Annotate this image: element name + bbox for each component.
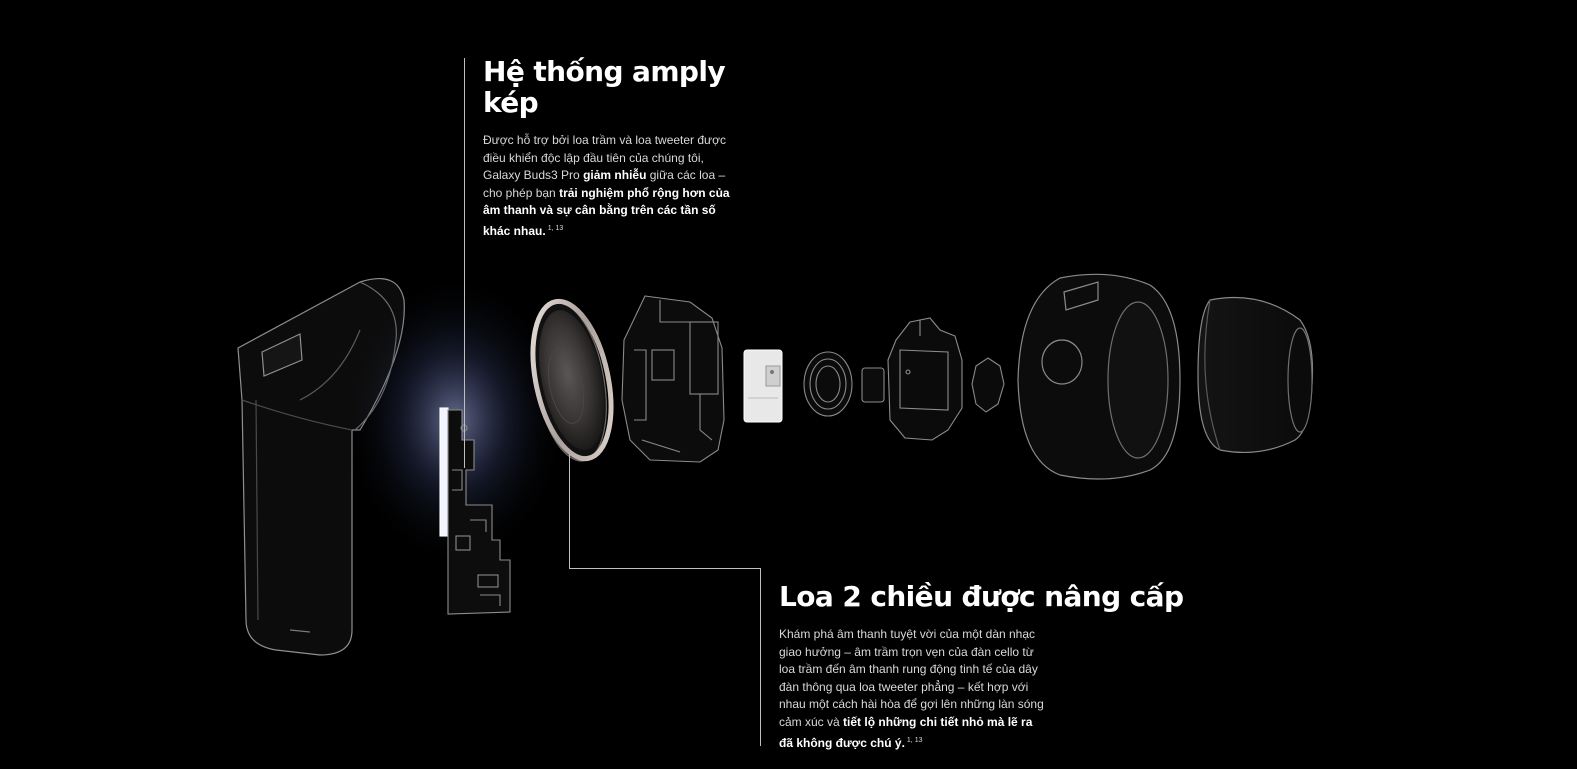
leader-line bbox=[760, 568, 761, 746]
two-way-speaker-heading: Loa 2 chiều được nâng cấp bbox=[779, 580, 1184, 613]
small-chip bbox=[862, 368, 884, 402]
two-way-speaker-section bbox=[779, 580, 1184, 752]
mesh-filter bbox=[972, 358, 1004, 412]
driver-housing bbox=[622, 296, 724, 462]
footnote-ref[interactable]: 1, 13 bbox=[547, 224, 564, 232]
desc-text: Được hỗ trợ bởi loa trầm và loa tweeter được điều khiển độc lập đầu tiên của chúng tôi, Galaxy Buds3 Pro bbox=[483, 133, 726, 183]
desc-bold: tiết lộ những chi tiết nhỏ mà lẽ ra đã không được chú ý. bbox=[779, 714, 1033, 750]
tweeter bbox=[744, 350, 782, 422]
two-way-speaker-description bbox=[779, 626, 1044, 752]
leader-line bbox=[464, 58, 465, 468]
seal-ring bbox=[804, 352, 852, 416]
desc-bold: giảm nhiễu bbox=[583, 168, 647, 183]
desc-text: Khám phá âm thanh tuyệt vời của một dàn nhạc giao hưởng – âm trầm trọn vẹn của đàn cello từ loa trầm đến âm thanh rung động tinh tế của dây đàn thông qua loa tweeter phẳng – kết hợp với nhau một cách hài hòa để gợi lên những làn sóng cảm xúc và bbox=[779, 627, 1044, 729]
nozzle-bracket bbox=[888, 318, 962, 440]
desc-bold: trải nghiệm phổ rộng hơn của âm thanh và sự cân bằng trên các tần số khác nhau. bbox=[483, 185, 730, 238]
leader-line bbox=[569, 455, 570, 569]
leader-line bbox=[569, 568, 761, 569]
dual-amp-description bbox=[483, 132, 733, 241]
footnote-ref[interactable]: 1, 13 bbox=[906, 736, 923, 744]
desc-text: giữa các loa – cho phép bạn bbox=[483, 168, 726, 200]
ear-tip bbox=[1198, 298, 1313, 453]
outer-shell bbox=[1018, 274, 1180, 479]
dual-amp-section bbox=[483, 56, 743, 241]
dual-amp-heading: Hệ thống amply kép bbox=[483, 55, 726, 119]
